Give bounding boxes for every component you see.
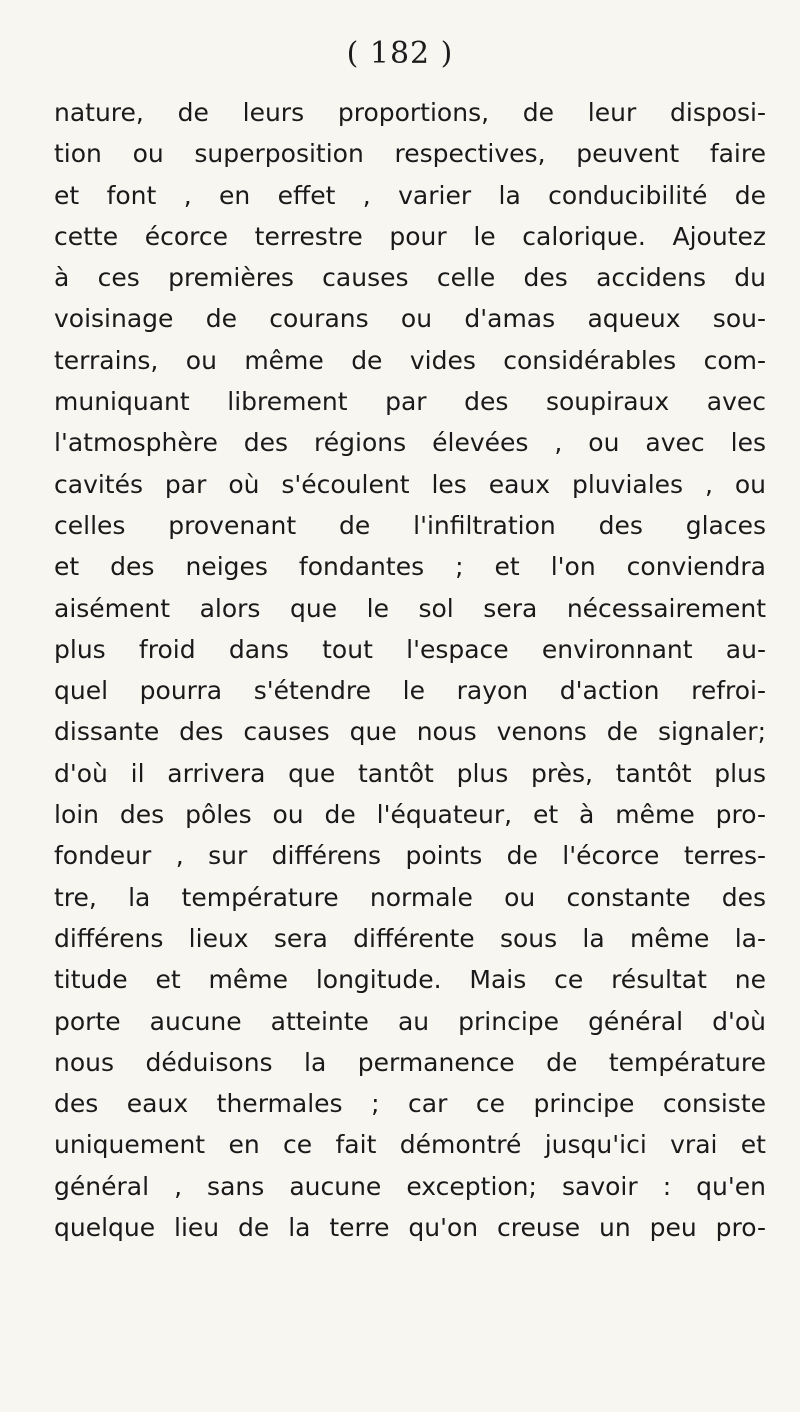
text-line: muniquant librement par des soupiraux avec	[54, 387, 766, 417]
text-line: à ces premières causes celle des accidens du	[54, 263, 766, 293]
text-line: plus froid dans tout l'espace environnant au-	[54, 634, 766, 664]
text-line: terrains, ou même de vides considérables com-	[54, 345, 766, 375]
text-line: cavités par où s'écoulent les eaux pluviales , ou	[54, 469, 766, 499]
text-line: voisinage de courans ou d'amas aqueux sou-	[54, 304, 766, 334]
text-line: nous déduisons la permanence de température	[54, 1047, 766, 1077]
body-text	[54, 92, 766, 1248]
text-line: des eaux thermales ; car ce principe consiste	[54, 1089, 766, 1119]
text-line: fondeur , sur différens points de l'écorce terres-	[54, 841, 766, 871]
text-line: titude et même longitude. Mais ce résultat ne	[54, 965, 766, 995]
text-line: uniquement en ce fait démontré jusqu'ici vrai et	[54, 1130, 766, 1160]
text-line: quel pourra s'étendre le rayon d'action refroi-	[54, 676, 766, 706]
text-line: et des neiges fondantes ; et l'on conviendra	[54, 552, 766, 582]
text-line: loin des pôles ou de l'équateur, et à même pro-	[54, 800, 766, 830]
text-line: général , sans aucune exception; savoir : qu'en	[54, 1171, 766, 1201]
text-line: cette écorce terrestre pour le calorique. Ajoutez	[54, 221, 766, 251]
text-line: d'où il arrivera que tantôt plus près, tantôt plus	[54, 758, 766, 788]
text-line: l'atmosphère des régions élevées , ou avec les	[54, 428, 766, 458]
text-line: nature, de leurs proportions, de leur disposi-	[54, 98, 766, 127]
text-line: tion ou superposition respectives, peuvent faire	[54, 139, 766, 169]
text-line: porte aucune atteinte au principe général d'où	[54, 1006, 766, 1036]
text-line: et font , en effet , varier la conducibilité de	[54, 180, 766, 210]
text-line: tre, la température normale ou constante des	[54, 882, 766, 912]
page-number: ( 182 )	[346, 36, 454, 71]
text-line: celles provenant de l'infiltration des glaces	[54, 510, 766, 540]
text-line: dissante des causes que nous venons de signaler;	[54, 717, 766, 747]
text-line: quelque lieu de la terre qu'on creuse un peu pro-	[54, 1213, 766, 1243]
text-line: différens lieux sera différente sous la même la-	[54, 923, 766, 953]
text-line: aisément alors que le sol sera nécessairement	[54, 593, 766, 623]
